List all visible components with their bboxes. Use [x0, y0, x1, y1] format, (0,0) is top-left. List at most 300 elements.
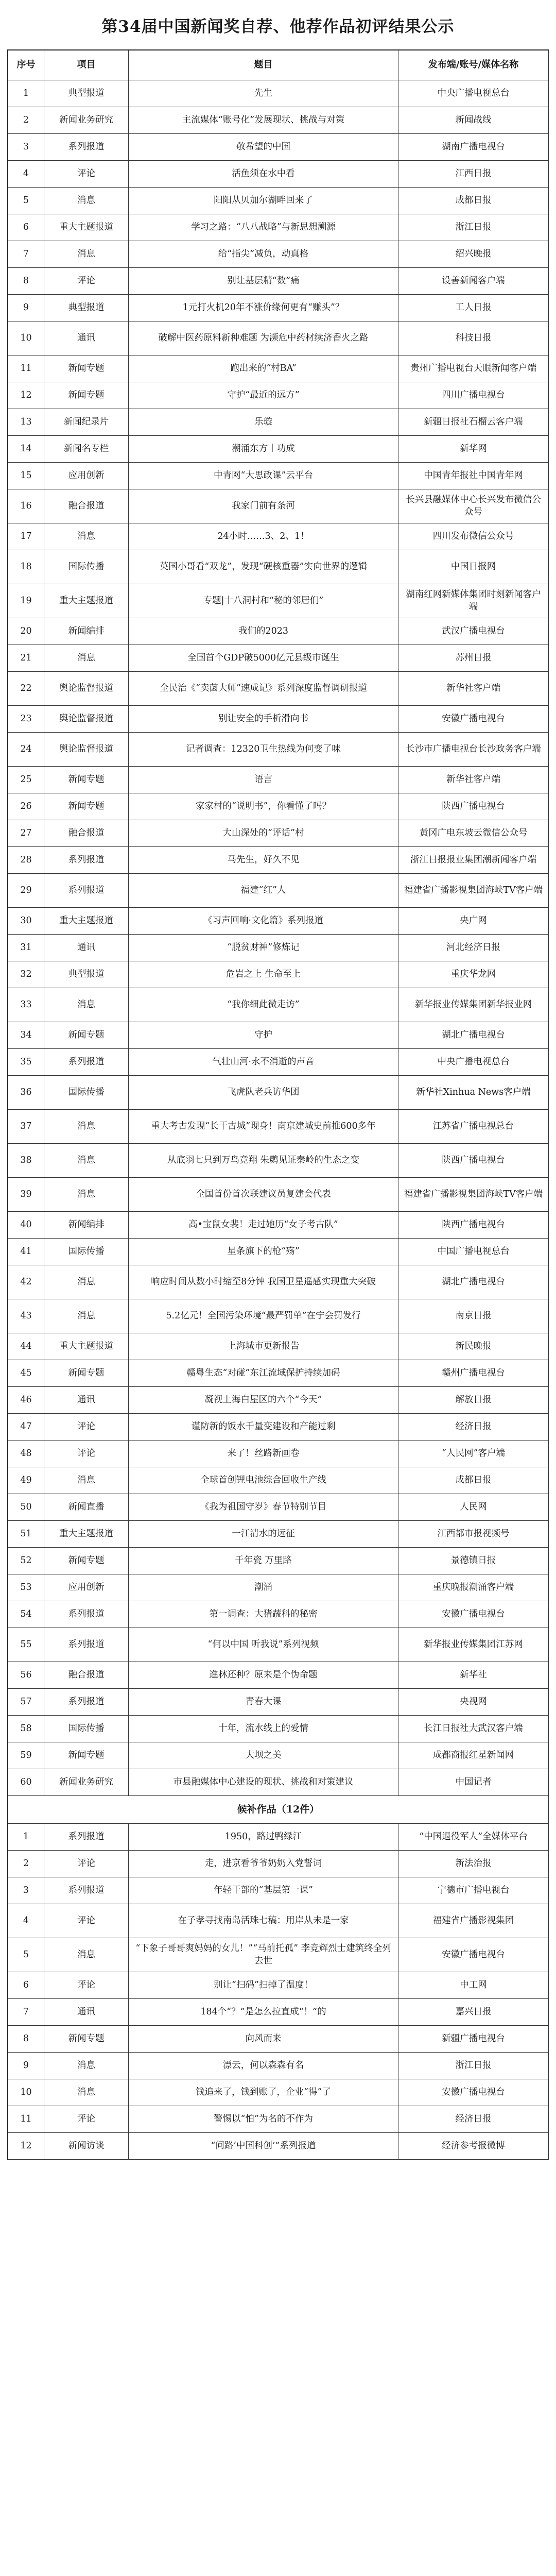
table-row: [8, 1360, 549, 1387]
table-row: [8, 1440, 549, 1467]
row-item: 消息: [44, 1144, 129, 1177]
row-work: 活鱼须在水中看: [129, 161, 398, 187]
row-item: 新闻专题: [44, 1360, 129, 1386]
alt-table-row: [8, 2106, 549, 2133]
row-item: 融合报道: [44, 489, 129, 523]
row-publisher: 陕西广播电视台: [398, 1212, 549, 1238]
row-number: 27: [8, 820, 44, 846]
row-work: 谨防新的饭水千量变建设和产能过剩: [129, 1414, 398, 1440]
row-item: 通讯: [44, 935, 129, 961]
row-work: 先生: [129, 80, 398, 107]
row-item: 评论: [44, 161, 129, 187]
table-row: [8, 134, 549, 161]
row-item: 消息: [44, 241, 129, 267]
row-publisher: 贵州广播电视台天眼新闻客户端: [398, 355, 549, 382]
row-work: 别让基层精“数”痛: [129, 268, 398, 294]
row-publisher: 新疆广播电视台: [398, 2026, 549, 2052]
row-work: “脱贫财神”修炼记: [129, 935, 398, 961]
table-row: [8, 1662, 549, 1689]
row-number: 38: [8, 1144, 44, 1177]
row-publisher: 宁德市广播电视台: [398, 1877, 549, 1904]
table-row: [8, 908, 549, 935]
row-publisher: 重庆晚报潮涌客户端: [398, 1574, 549, 1601]
table-row: [8, 820, 549, 847]
table-row: [8, 988, 549, 1022]
row-number: 40: [8, 1212, 44, 1238]
row-work: 主流媒体“账号化”发展现状、挑战与对策: [129, 107, 398, 133]
row-item: 评论: [44, 1440, 129, 1467]
row-item: 新闻专题: [44, 1548, 129, 1574]
row-work: “我你细此微走访”: [129, 988, 398, 1022]
row-item: 消息: [44, 1299, 129, 1333]
row-number: 31: [8, 935, 44, 961]
row-number: 34: [8, 1022, 44, 1048]
row-number: 17: [8, 523, 44, 550]
row-number: 41: [8, 1239, 44, 1265]
row-work: 破解中医药原料新种难题 为濒危中药材续济香火之路: [129, 321, 398, 355]
row-number: 12: [8, 2133, 44, 2159]
row-work: 马先生，好久不见: [129, 847, 398, 873]
table-row: [8, 1494, 549, 1521]
row-publisher: 人民网: [398, 1494, 549, 1520]
row-item: 国际传播: [44, 550, 129, 584]
alt-table-row: [8, 1851, 549, 1877]
row-number: 45: [8, 1360, 44, 1386]
table-header-row: [8, 50, 549, 80]
header-work: 题目: [129, 50, 398, 80]
row-publisher: 湖北广播电视台: [398, 1265, 549, 1299]
row-item: 重大主题报道: [44, 584, 129, 618]
table-row: [8, 1574, 549, 1601]
alt-rows: [8, 1824, 549, 2160]
alt-table-row: [8, 1877, 549, 1904]
row-publisher: 新法治报: [398, 1851, 549, 1877]
row-work: 星条旗下的枪“殇”: [129, 1239, 398, 1265]
row-work: 中青网“大思政课”云平台: [129, 463, 398, 489]
row-item: 舆论监督报道: [44, 733, 129, 766]
row-publisher: 赣州广播电视台: [398, 1360, 549, 1386]
row-publisher: 新华社Xinhua News客户端: [398, 1076, 549, 1109]
row-item: 通讯: [44, 1999, 129, 2025]
table-row: [8, 1076, 549, 1110]
table-row: [8, 935, 549, 961]
row-work: 千年瓷 万里路: [129, 1548, 398, 1574]
row-item: 系列报道: [44, 1824, 129, 1850]
row-publisher: 央广网: [398, 908, 549, 934]
alt-table-row: [8, 2079, 549, 2106]
row-item: 新闻专题: [44, 1742, 129, 1769]
row-item: 融合报道: [44, 1662, 129, 1688]
table-row: [8, 1601, 549, 1628]
row-item: 消息: [44, 645, 129, 671]
row-number: 47: [8, 1414, 44, 1440]
row-work: 進林还种？原来是个伪命题: [129, 1662, 398, 1688]
header-item: 项目: [44, 50, 129, 80]
row-publisher: 设善新闻客户端: [398, 268, 549, 294]
row-work: 响应时间从数小时缩至8分钟 我国卫星遥感实现重大突破: [129, 1265, 398, 1299]
row-number: 53: [8, 1574, 44, 1601]
row-number: 6: [8, 214, 44, 241]
alt-table-row: [8, 1999, 549, 2026]
row-publisher: 新华社客户端: [398, 672, 549, 705]
row-work: “何以中国 听我说”系列视频: [129, 1628, 398, 1662]
row-work: 24小时……3、2、1！: [129, 523, 398, 550]
table-row: [8, 1467, 549, 1494]
row-item: 评论: [44, 1904, 129, 1938]
row-work: 青春大课: [129, 1689, 398, 1715]
table-row: [8, 874, 549, 908]
row-publisher: 中国青年报社中国青年网: [398, 463, 549, 489]
row-publisher: 陕西广播电视台: [398, 1144, 549, 1177]
row-number: 4: [8, 161, 44, 187]
table-row: [8, 645, 549, 672]
row-item: 典型报道: [44, 295, 129, 321]
row-work: 乐璇: [129, 409, 398, 435]
table-row: [8, 489, 549, 523]
row-number: 54: [8, 1601, 44, 1628]
table-row: [8, 80, 549, 107]
row-number: 36: [8, 1076, 44, 1109]
table-row: [8, 1716, 549, 1742]
row-number: 22: [8, 672, 44, 705]
row-publisher: “中国退役军人”全媒体平台: [398, 1824, 549, 1850]
row-publisher: 成都日报: [398, 1467, 549, 1494]
row-publisher: 中国广播电视总台: [398, 1239, 549, 1265]
row-number: 52: [8, 1548, 44, 1574]
row-number: 39: [8, 1178, 44, 1211]
row-work: 上海城市更新报告: [129, 1333, 398, 1360]
row-number: 18: [8, 550, 44, 584]
row-number: 19: [8, 584, 44, 618]
table-row: [8, 1022, 549, 1049]
row-work: 全国首份首次联建议员复建会代表: [129, 1178, 398, 1211]
table-row: [8, 295, 549, 321]
table-row: [8, 1521, 549, 1548]
table-row: [8, 1110, 549, 1144]
row-item: 重大主题报道: [44, 1521, 129, 1547]
table-row: [8, 1333, 549, 1360]
row-item: 新闻专题: [44, 767, 129, 793]
row-publisher: 解放日报: [398, 1387, 549, 1413]
row-number: 23: [8, 706, 44, 732]
row-work: 福建“红”人: [129, 874, 398, 907]
row-publisher: 经济日报: [398, 2106, 549, 2132]
row-work: 高•宝鼠女裴！走过她历“女子考古队”: [129, 1212, 398, 1238]
row-number: 33: [8, 988, 44, 1022]
row-work: 184个“？”是怎么拉直成“！”的: [129, 1999, 398, 2025]
row-item: 舆论监督报道: [44, 706, 129, 732]
row-item: 新闻业务研究: [44, 1769, 129, 1795]
row-item: 典型报道: [44, 961, 129, 988]
row-number: 8: [8, 268, 44, 294]
row-work: 走，进京看爷爷奶奶入党誓词: [129, 1851, 398, 1877]
row-item: 重大主题报道: [44, 214, 129, 241]
row-number: 44: [8, 1333, 44, 1360]
row-work: 别让“扫码”扫掉了温度！: [129, 1972, 398, 1998]
row-item: 新闻专题: [44, 2026, 129, 2052]
row-publisher: 经济参考报微博: [398, 2133, 549, 2159]
row-work: 全国首个GDP破5000亿元县级市诞生: [129, 645, 398, 671]
row-publisher: 苏州日报: [398, 645, 549, 671]
table-row: [8, 1178, 549, 1212]
row-work: 向风而来: [129, 2026, 398, 2052]
row-number: 11: [8, 355, 44, 382]
row-publisher: 新华报业传媒集团新华报业网: [398, 988, 549, 1022]
row-item: 新闻专题: [44, 355, 129, 382]
row-publisher: 景德镇日报: [398, 1548, 549, 1574]
row-publisher: 中国记者: [398, 1769, 549, 1795]
table-row: [8, 550, 549, 584]
main-rows: [8, 80, 549, 1796]
table-row: [8, 961, 549, 988]
row-work: 来了！丝路新画卷: [129, 1440, 398, 1467]
alt-table-row: [8, 2133, 549, 2160]
row-publisher: 安徽广播电视台: [398, 706, 549, 732]
row-work: 我家门前有条河: [129, 489, 398, 523]
row-publisher: 黄冈广电东坡云微信公众号: [398, 820, 549, 846]
row-item: 评论: [44, 268, 129, 294]
row-work: 警惕以“怕”为名的不作为: [129, 2106, 398, 2132]
row-work: 跑出来的“村BA”: [129, 355, 398, 382]
row-publisher: 江苏省广播电视总台: [398, 1110, 549, 1143]
row-publisher: 成都日报: [398, 188, 549, 214]
row-item: 系列报道: [44, 1877, 129, 1904]
row-number: 7: [8, 1999, 44, 2025]
row-item: 消息: [44, 2079, 129, 2106]
row-item: 系列报道: [44, 1628, 129, 1662]
row-number: 4: [8, 1904, 44, 1938]
table-row: [8, 241, 549, 268]
row-item: 消息: [44, 1467, 129, 1494]
row-publisher: 江西日报: [398, 161, 549, 187]
table-row: [8, 1144, 549, 1178]
row-number: 21: [8, 645, 44, 671]
row-item: 国际传播: [44, 1716, 129, 1742]
row-work: 学习之路：“八八战略”与新思想溯源: [129, 214, 398, 241]
row-publisher: 浙江日报: [398, 2053, 549, 2079]
row-work: 年轻干部的“基层第一课”: [129, 1877, 398, 1904]
row-publisher: 安徽广播电视台: [398, 2079, 549, 2106]
row-item: 典型报道: [44, 80, 129, 107]
row-publisher: 科技日报: [398, 321, 549, 355]
row-work: 1950，路过鸭绿江: [129, 1824, 398, 1850]
row-work: 市县融媒体中心建设的现状、挑战和对策建议: [129, 1769, 398, 1795]
table-row: [8, 523, 549, 550]
row-publisher: 中工网: [398, 1972, 549, 1998]
alt-table-row: [8, 2053, 549, 2079]
alt-table-row: [8, 1938, 549, 1972]
row-item: 消息: [44, 988, 129, 1022]
row-work: 在子孝寻找南岛活珠七稿：用岸从未是一家: [129, 1904, 398, 1938]
row-number: 51: [8, 1521, 44, 1547]
row-item: 消息: [44, 1265, 129, 1299]
row-number: 13: [8, 409, 44, 435]
row-item: 重大主题报道: [44, 908, 129, 934]
row-item: 通讯: [44, 1387, 129, 1413]
row-item: 国际传播: [44, 1239, 129, 1265]
row-number: 14: [8, 436, 44, 462]
row-number: 30: [8, 908, 44, 934]
row-publisher: 新疆日报社石榴云客户端: [398, 409, 549, 435]
table-row: [8, 1212, 549, 1239]
row-publisher: 陕西广播电视台: [398, 793, 549, 820]
table-row: [8, 161, 549, 188]
row-publisher: 成都商报红星新闻网: [398, 1742, 549, 1769]
row-number: 6: [8, 1972, 44, 1998]
table-row: [8, 1049, 549, 1076]
row-publisher: 浙江日报报业集团潮新闻客户端: [398, 847, 549, 873]
row-work: 气壮山河·永不消逝的声音: [129, 1049, 398, 1075]
row-item: 系列报道: [44, 847, 129, 873]
row-number: 15: [8, 463, 44, 489]
row-item: 融合报道: [44, 820, 129, 846]
row-publisher: 安徽广播电视台: [398, 1938, 549, 1972]
table-row: [8, 436, 549, 463]
row-number: 9: [8, 295, 44, 321]
row-publisher: 福建省广播影视集团: [398, 1904, 549, 1938]
row-publisher: 长沙市广播电视台长沙政务客户端: [398, 733, 549, 766]
table-row: [8, 188, 549, 214]
row-item: 评论: [44, 1972, 129, 1998]
table-row: [8, 672, 549, 706]
row-publisher: 江西都市报视频号: [398, 1521, 549, 1547]
row-publisher: 武汉广播电视台: [398, 618, 549, 645]
row-publisher: 四川发布微信公众号: [398, 523, 549, 550]
row-work: 重大考古发现“长干古城”现身！南京建城史前推600多年: [129, 1110, 398, 1143]
row-number: 1: [8, 1824, 44, 1850]
alt-table-row: [8, 1972, 549, 1999]
table-row: [8, 107, 549, 134]
row-publisher: 四川广播电视台: [398, 382, 549, 409]
row-number: 3: [8, 1877, 44, 1904]
table-row: [8, 1548, 549, 1574]
row-number: 37: [8, 1110, 44, 1143]
row-publisher: 长兴县融媒体中心长兴发布微信公众号: [398, 489, 549, 523]
row-publisher: 重庆华龙网: [398, 961, 549, 988]
results-table: [7, 49, 549, 2160]
table-row: [8, 463, 549, 489]
table-row: [8, 1769, 549, 1796]
row-item: 新闻访谈: [44, 2133, 129, 2159]
row-item: 新闻编排: [44, 1212, 129, 1238]
row-number: 46: [8, 1387, 44, 1413]
row-number: 26: [8, 793, 44, 820]
row-work: 飞虎队老兵访华团: [129, 1076, 398, 1109]
row-work: 潮涌东方丨功成: [129, 436, 398, 462]
table-row: [8, 584, 549, 618]
table-row: [8, 1265, 549, 1299]
row-publisher: 新华社客户端: [398, 767, 549, 793]
table-row: [8, 1239, 549, 1265]
table-row: [8, 767, 549, 793]
row-publisher: 经济日报: [398, 1414, 549, 1440]
alt-table-row: [8, 2026, 549, 2053]
table-row: [8, 1387, 549, 1414]
row-publisher: 中国日报网: [398, 550, 549, 584]
row-item: 系列报道: [44, 1049, 129, 1075]
row-publisher: 长江日报社大武汉客户端: [398, 1716, 549, 1742]
row-work: 大山深处的“评话”村: [129, 820, 398, 846]
row-work: 《习声回响·文化篇》系列报道: [129, 908, 398, 934]
table-row: [8, 321, 549, 355]
row-work: 全民治《“卖菌大师”速成记》系列深度监督调研报道: [129, 672, 398, 705]
row-work: 第一调查：大猪蔬科的秘密: [129, 1601, 398, 1628]
row-number: 2: [8, 107, 44, 133]
row-number: 28: [8, 847, 44, 873]
row-number: 3: [8, 134, 44, 160]
row-work: 家家村的“说明书”，你看懂了吗？: [129, 793, 398, 820]
table-row: [8, 706, 549, 733]
row-work: 《我为祖国守岁》春节特别节目: [129, 1494, 398, 1520]
row-number: 48: [8, 1440, 44, 1467]
table-row: [8, 268, 549, 295]
row-work: 英国小哥看“双龙”，发现“硬核重器”实向世界的逻辑: [129, 550, 398, 584]
row-work: 1元打火机20年不涨价缘何更有“赚头”？: [129, 295, 398, 321]
row-number: 42: [8, 1265, 44, 1299]
row-number: 32: [8, 961, 44, 988]
row-number: 56: [8, 1662, 44, 1688]
row-publisher: 湖北广播电视台: [398, 1022, 549, 1048]
table-row: [8, 355, 549, 382]
row-item: 新闻专题: [44, 793, 129, 820]
page-title: 第34届中国新闻奖自荐、他荐作品初评结果公示: [101, 17, 455, 36]
row-item: 新闻业务研究: [44, 107, 129, 133]
row-publisher: 新华社: [398, 1662, 549, 1688]
row-item: 应用创新: [44, 1574, 129, 1601]
row-work: 我们的2023: [129, 618, 398, 645]
row-publisher: 新华报业传媒集团江苏网: [398, 1628, 549, 1662]
row-item: 评论: [44, 1851, 129, 1877]
row-item: 消息: [44, 2053, 129, 2079]
row-number: 5: [8, 188, 44, 214]
row-number: 12: [8, 382, 44, 409]
row-item: 新闻编排: [44, 618, 129, 645]
row-number: 25: [8, 767, 44, 793]
header-publisher: 发布端/账号/媒体名称: [398, 50, 549, 80]
row-item: 重大主题报道: [44, 1333, 129, 1360]
alt-table-row: [8, 1824, 549, 1851]
row-work: 一江清水的远征: [129, 1521, 398, 1547]
header-no: 序号: [8, 50, 44, 80]
row-publisher: 南京日报: [398, 1299, 549, 1333]
row-number: 7: [8, 241, 44, 267]
row-number: 11: [8, 2106, 44, 2132]
row-number: 24: [8, 733, 44, 766]
row-number: 50: [8, 1494, 44, 1520]
row-publisher: 湖南广播电视台: [398, 134, 549, 160]
row-publisher: 新闻战线: [398, 107, 549, 133]
row-number: 35: [8, 1049, 44, 1075]
row-item: 消息: [44, 523, 129, 550]
row-number: 43: [8, 1299, 44, 1333]
row-publisher: “人民网”客户端: [398, 1440, 549, 1467]
row-work: 别让安全的手析滑向书: [129, 706, 398, 732]
row-work: “问路‘中国科创’”系列报道: [129, 2133, 398, 2159]
row-number: 5: [8, 1938, 44, 1972]
row-work: 从底羽七只到万鸟竞翔 朱鹮见证秦岭的生态之变: [129, 1144, 398, 1177]
table-row: [8, 847, 549, 874]
row-work: 5.2亿元！全国污染环境“最严罚单”在宁会罚发行: [129, 1299, 398, 1333]
row-publisher: 绍兴晚报: [398, 241, 549, 267]
row-work: 给“指尖”减负，动真格: [129, 241, 398, 267]
row-publisher: 中央广播电视总台: [398, 80, 549, 107]
row-publisher: 工人日报: [398, 295, 549, 321]
row-item: 通讯: [44, 321, 129, 355]
table-row: [8, 733, 549, 767]
row-work: 凝视上海白屋区的六个“今天”: [129, 1387, 398, 1413]
row-publisher: 中央广播电视总台: [398, 1049, 549, 1075]
row-publisher: 河北经济日报: [398, 935, 549, 961]
